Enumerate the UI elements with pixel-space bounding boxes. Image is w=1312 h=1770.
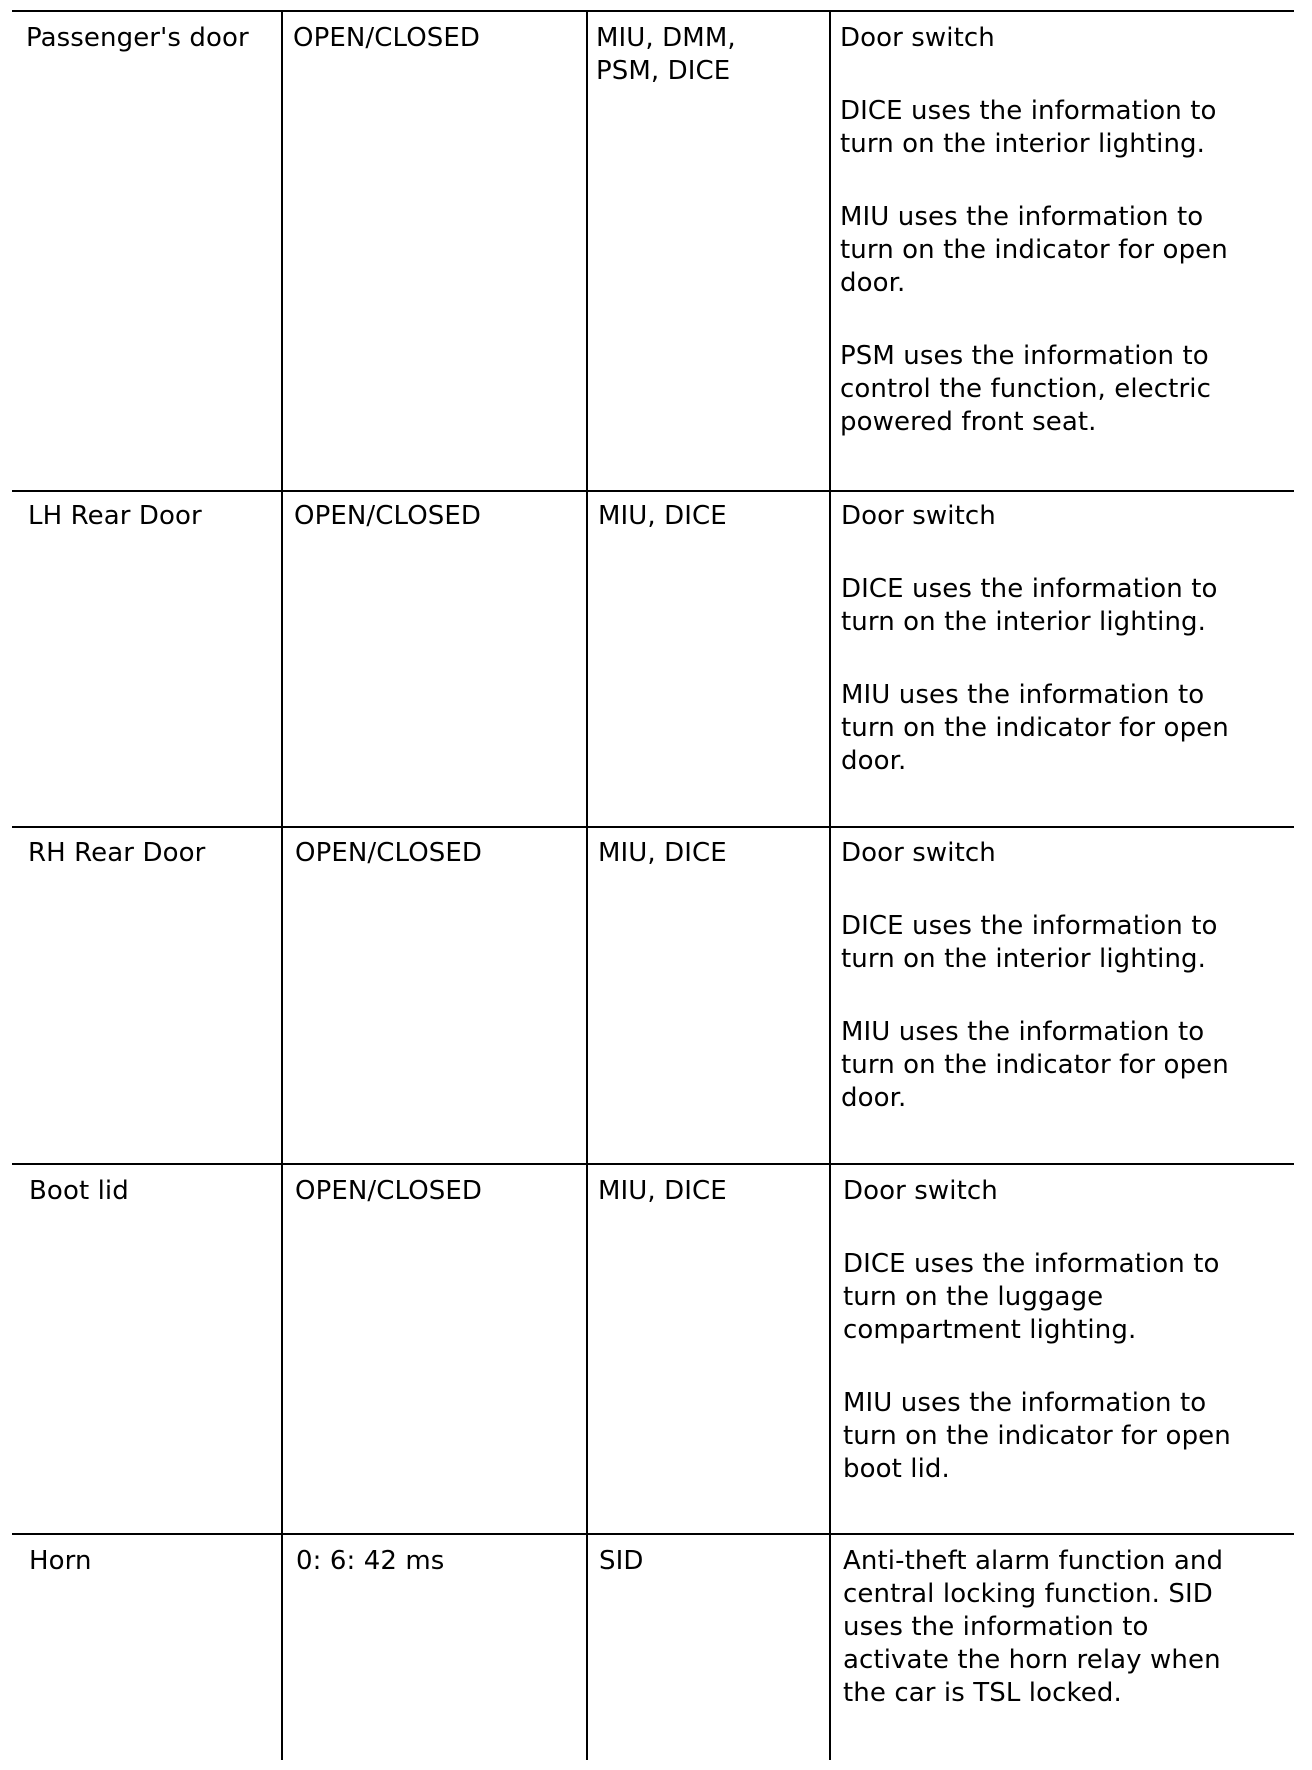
table-row-2-signal	[28, 500, 202, 533]
table-row-4-receivers	[598, 1175, 727, 1208]
signal-value: OPEN/CLOSED	[294, 501, 482, 531]
description-line: MIU uses the information to	[843, 1388, 1207, 1418]
description-line: door.	[841, 746, 907, 776]
column-divider	[586, 10, 588, 1760]
description-paragraph	[840, 201, 1228, 300]
description-line: PSM uses the information to	[840, 341, 1209, 371]
description-line: boot lid.	[843, 1454, 950, 1484]
description-line: turn on the indicator for open	[841, 713, 1229, 743]
receivers-line: SID	[599, 1546, 644, 1576]
description-line: turn on the interior lighting.	[840, 129, 1205, 159]
description-line: turn on the indicator for open	[843, 1421, 1231, 1451]
description-paragraph	[841, 573, 1229, 639]
column-divider	[829, 10, 831, 1760]
receivers-line: MIU, DICE	[598, 501, 727, 531]
table-row-4-value	[295, 1175, 482, 1208]
table-row-1-receivers	[596, 22, 736, 88]
signal-name: RH Rear Door	[28, 838, 206, 868]
description-line: turn on the luggage	[843, 1282, 1104, 1312]
table-top-border	[12, 10, 1294, 12]
table-row-2-value	[294, 500, 481, 533]
table-row-5-description	[843, 1545, 1223, 1710]
table-row-5-value	[296, 1545, 444, 1578]
signal-name: Horn	[29, 1546, 92, 1576]
column-divider	[281, 10, 283, 1760]
row-divider	[12, 826, 1294, 828]
description-line: DICE uses the information to	[841, 574, 1218, 604]
description-paragraph	[843, 1248, 1231, 1347]
description-line: DICE uses the information to	[841, 911, 1218, 941]
description-paragraph	[840, 95, 1228, 161]
description-paragraph	[843, 1387, 1231, 1486]
table-row-4-signal	[29, 1175, 129, 1208]
table-row-1-value	[293, 22, 480, 55]
description-paragraph	[841, 837, 1229, 870]
description-line: activate the horn relay when	[843, 1645, 1221, 1675]
description-line: MIU uses the information to	[841, 680, 1205, 710]
description-line: Door switch	[841, 501, 996, 531]
description-line: compartment lighting.	[843, 1315, 1137, 1345]
table-row-2-description	[841, 500, 1229, 778]
description-line: MIU uses the information to	[841, 1017, 1205, 1047]
table-row-1-signal	[26, 22, 249, 55]
description-paragraph	[841, 679, 1229, 778]
description-line: uses the information to	[843, 1612, 1149, 1642]
description-line: powered front seat.	[840, 407, 1097, 437]
signal-value: OPEN/CLOSED	[293, 23, 481, 53]
description-paragraph	[840, 340, 1228, 439]
table-row-4-description	[843, 1175, 1231, 1486]
description-line: turn on the interior lighting.	[841, 944, 1206, 974]
table-row-5-receivers	[599, 1545, 644, 1578]
description-line: Anti-theft alarm function and	[843, 1546, 1224, 1576]
description-paragraph	[843, 1175, 1231, 1208]
row-divider	[12, 1533, 1294, 1535]
description-paragraph	[843, 1545, 1223, 1710]
signal-name: Boot lid	[29, 1176, 129, 1206]
table-row-5-signal	[29, 1545, 92, 1578]
receivers-line: MIU, DICE	[598, 1176, 727, 1206]
description-line: DICE uses the information to	[840, 96, 1217, 126]
description-line: central locking function. SID	[843, 1579, 1213, 1609]
description-line: MIU uses the information to	[840, 202, 1204, 232]
table-row-3-description	[841, 837, 1229, 1115]
signal-name: Passenger's door	[26, 23, 249, 53]
description-paragraph	[840, 22, 1228, 55]
table-row-3-receivers	[598, 837, 727, 870]
description-line: turn on the interior lighting.	[841, 607, 1206, 637]
description-paragraph	[841, 910, 1229, 976]
description-line: turn on the indicator for open	[840, 235, 1228, 265]
table-row-1-description	[840, 22, 1228, 439]
row-divider	[12, 490, 1294, 492]
description-line: turn on the indicator for open	[841, 1050, 1229, 1080]
description-line: door.	[841, 1083, 907, 1113]
description-line: Door switch	[841, 838, 996, 868]
signal-value: 0: 6: 42 ms	[296, 1546, 445, 1576]
table-row-3-value	[295, 837, 482, 870]
receivers-line: MIU, DICE	[598, 838, 727, 868]
description-paragraph	[841, 1016, 1229, 1115]
description-line: Door switch	[843, 1176, 998, 1206]
row-divider	[12, 1163, 1294, 1165]
table-row-3-signal	[28, 837, 205, 870]
description-line: control the function, electric	[840, 374, 1211, 404]
description-line: DICE uses the information to	[843, 1249, 1220, 1279]
description-line: door.	[840, 268, 906, 298]
signal-value: OPEN/CLOSED	[295, 838, 483, 868]
signal-name: LH Rear Door	[28, 501, 202, 531]
description-paragraph	[841, 500, 1229, 533]
description-line: Door switch	[840, 23, 995, 53]
receivers-line: PSM, DICE	[596, 56, 731, 86]
description-line: the car is TSL locked.	[843, 1678, 1122, 1708]
table-row-2-receivers	[598, 500, 727, 533]
receivers-line: MIU, DMM,	[596, 23, 736, 53]
signal-value: OPEN/CLOSED	[295, 1176, 483, 1206]
